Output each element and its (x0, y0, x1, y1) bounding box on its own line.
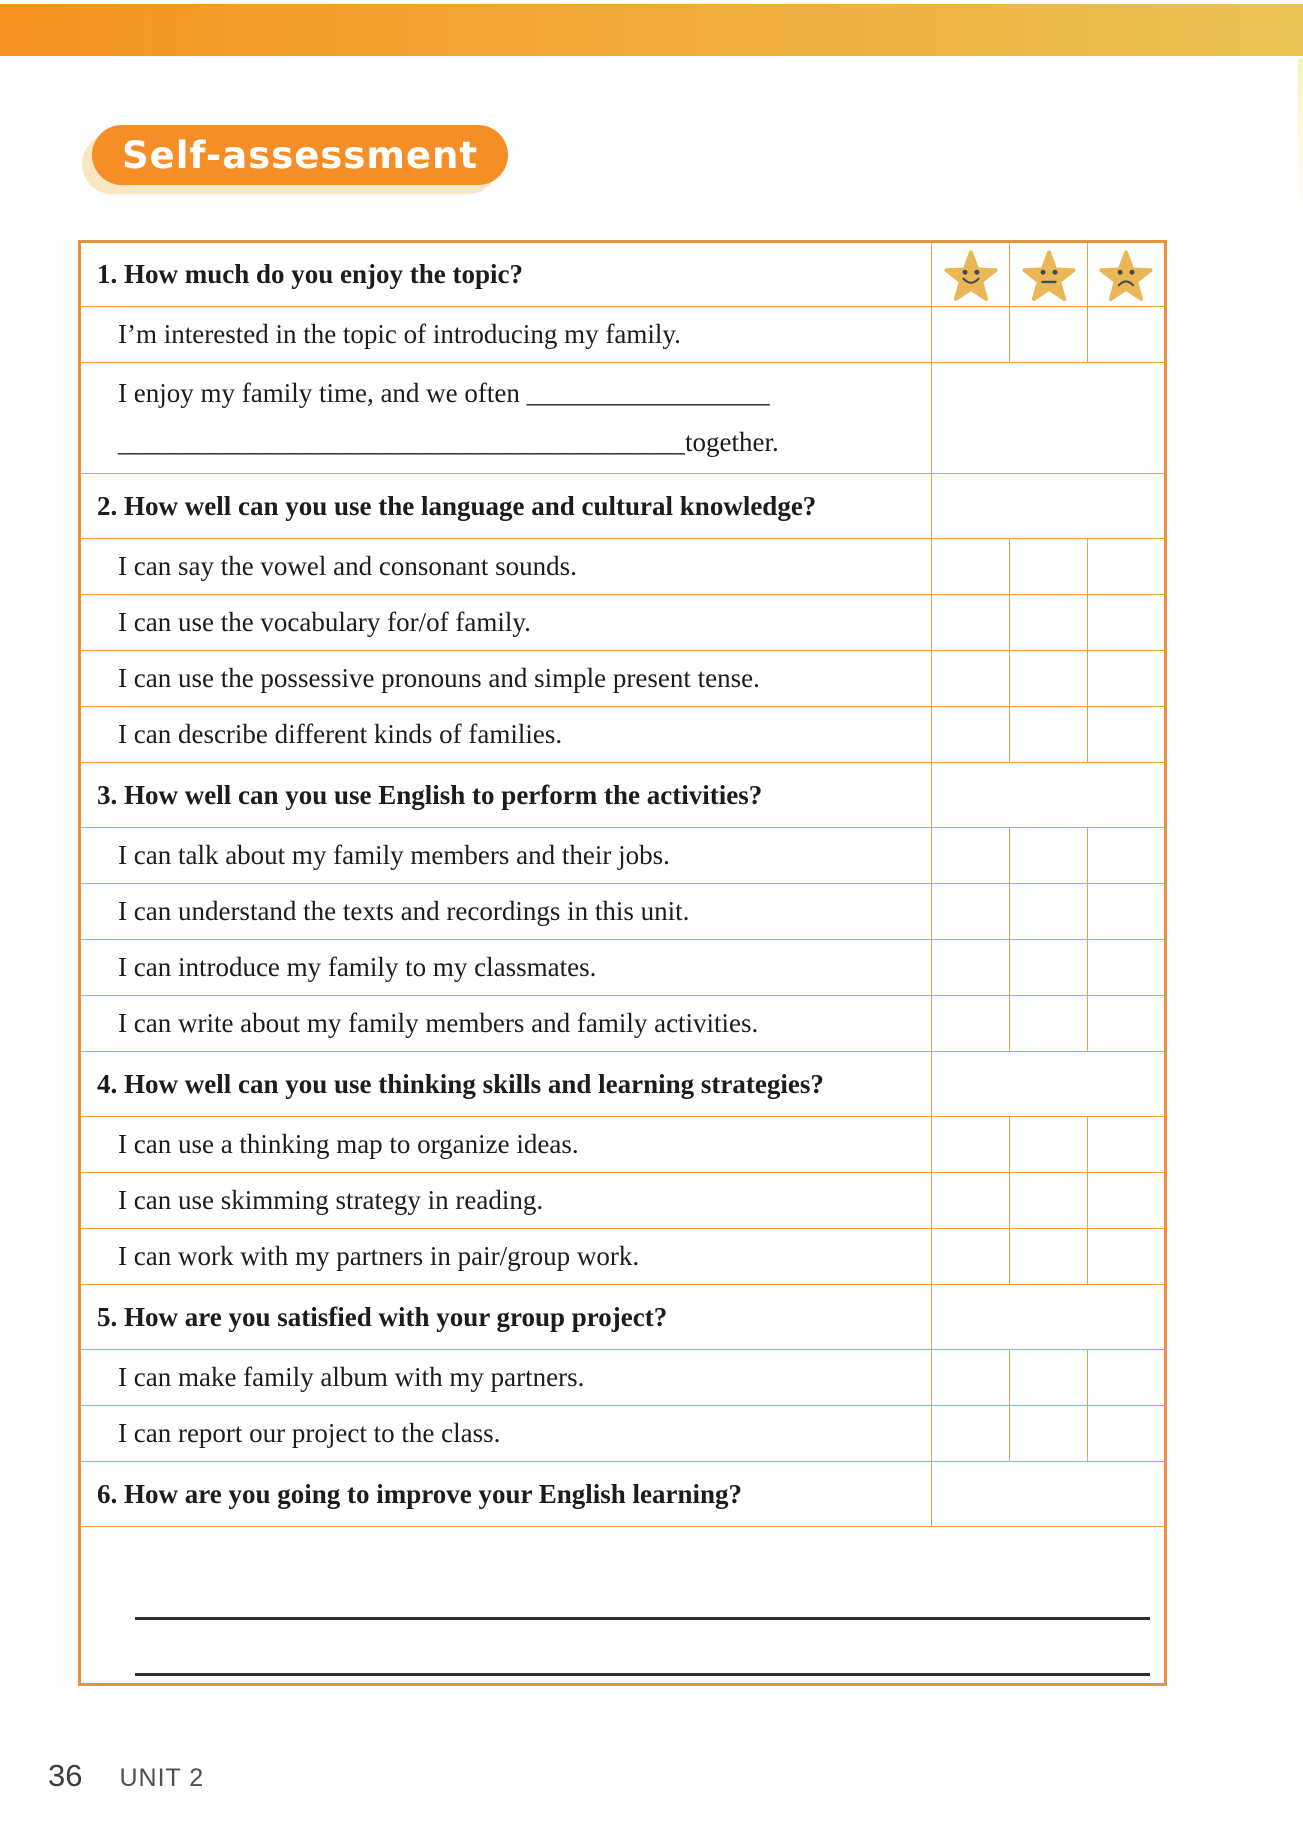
rating-checkbox-cell[interactable] (932, 651, 1010, 707)
section-header: 1. How much do you enjoy the topic? (80, 242, 932, 307)
self-assessment-banner (92, 125, 508, 185)
rating-checkbox-cell[interactable] (932, 1406, 1010, 1462)
assessment-item: I can make family album with my partners. (80, 1350, 932, 1406)
rating-checkbox-cell[interactable] (932, 595, 1010, 651)
table-row (80, 1173, 1166, 1229)
rating-checkbox-cell[interactable] (1010, 828, 1088, 884)
rating-checkbox-cell[interactable] (1088, 996, 1166, 1052)
table-row (80, 1285, 1166, 1350)
rating-checkbox-cell[interactable] (932, 940, 1010, 996)
rating-checkbox-cell[interactable] (932, 1117, 1010, 1173)
rating-checkbox-cell[interactable] (1088, 1229, 1166, 1285)
assessment-item: I can say the vowel and consonant sounds. (80, 539, 932, 595)
rating-checkbox-cell[interactable] (932, 828, 1010, 884)
rating-checkbox-cell[interactable] (1010, 1173, 1088, 1229)
section-header: 3. How well can you use English to perform the activities? (80, 763, 932, 828)
table-row (80, 707, 1166, 763)
rating-scale-cell (1010, 242, 1088, 307)
section-header-spacer-cell (932, 1285, 1166, 1350)
assessment-item: I can use skimming strategy in reading. (80, 1173, 932, 1229)
assessment-item: I can report our project to the class. (80, 1406, 932, 1462)
table-row (80, 940, 1166, 996)
rating-checkbox-cell[interactable] (1088, 1406, 1166, 1462)
sad-star-icon (1098, 249, 1154, 303)
rating-checkbox-cell[interactable] (1010, 940, 1088, 996)
unit-label: UNIT 2 (119, 1764, 205, 1792)
answer-line[interactable] (135, 1617, 1150, 1620)
table-row (80, 474, 1166, 539)
rating-checkbox-cell[interactable] (1010, 651, 1088, 707)
assessment-item: I can work with my partners in pair/group work. (80, 1229, 932, 1285)
assessment-item: I can describe different kinds of families. (80, 707, 932, 763)
table-row (80, 763, 1166, 828)
assessment-table (78, 240, 1167, 1686)
rating-checkbox-cell[interactable] (932, 996, 1010, 1052)
table-row (80, 828, 1166, 884)
section-header-spacer-cell (932, 763, 1166, 828)
table-row (80, 651, 1166, 707)
rating-checkbox-cell[interactable] (932, 539, 1010, 595)
rating-checkbox-cell[interactable] (1088, 307, 1166, 363)
page-footer (48, 1758, 204, 1794)
rating-checkbox-cell[interactable] (1088, 940, 1166, 996)
assessment-item: I’m interested in the topic of introducing my family. (80, 307, 932, 363)
rating-checkbox-cell[interactable] (1088, 828, 1166, 884)
table-row (80, 595, 1166, 651)
table-row (80, 242, 1166, 307)
rating-checkbox-cell[interactable] (1010, 707, 1088, 763)
table-row (80, 884, 1166, 940)
rating-checkbox-cell[interactable] (1010, 1117, 1088, 1173)
rating-merged-cell (932, 363, 1166, 474)
page-number: 36 (48, 1758, 83, 1793)
rating-checkbox-cell[interactable] (1010, 539, 1088, 595)
answer-area (80, 1527, 1166, 1685)
rating-checkbox-cell[interactable] (932, 1173, 1010, 1229)
assessment-item: I can use a thinking map to organize ideas. (80, 1117, 932, 1173)
table-row (80, 1350, 1166, 1406)
assessment-item: I can use the vocabulary for/of family. (80, 595, 932, 651)
rating-checkbox-cell[interactable] (1088, 1117, 1166, 1173)
rating-checkbox-cell[interactable] (1010, 1350, 1088, 1406)
rating-checkbox-cell[interactable] (1010, 996, 1088, 1052)
table-row (80, 1229, 1166, 1285)
assessment-item: I can talk about my family members and their jobs. (80, 828, 932, 884)
table-row (80, 363, 1166, 474)
section-header: 4. How well can you use thinking skills and learning strategies? (80, 1052, 932, 1117)
happy-star-icon (943, 249, 999, 303)
rating-scale-cell (932, 242, 1010, 307)
assessment-item: I can introduce my family to my classmates. (80, 940, 932, 996)
rating-checkbox-cell[interactable] (932, 1229, 1010, 1285)
top-accent-bar (0, 4, 1303, 56)
banner-title: Self-assessment (121, 133, 479, 177)
rating-checkbox-cell[interactable] (932, 707, 1010, 763)
table-row (80, 539, 1166, 595)
rating-checkbox-cell[interactable] (1088, 539, 1166, 595)
rating-checkbox-cell[interactable] (932, 1350, 1010, 1406)
assessment-item: I can write about my family members and family activities. (80, 996, 932, 1052)
rating-scale-cell (1088, 242, 1166, 307)
section-header: 2. How well can you use the language and cultural knowledge? (80, 474, 932, 539)
rating-checkbox-cell[interactable] (932, 884, 1010, 940)
rating-checkbox-cell[interactable] (1088, 884, 1166, 940)
assessment-item: I enjoy my family time, and we often __________________ __________________________________________together. (80, 363, 932, 474)
section-header: 5. How are you satisfied with your group project? (80, 1285, 932, 1350)
rating-checkbox-cell[interactable] (932, 307, 1010, 363)
rating-checkbox-cell[interactable] (1010, 884, 1088, 940)
table-row (80, 307, 1166, 363)
assessment-table-body (80, 242, 1166, 1685)
assessment-item: I can use the possessive pronouns and simple present tense. (80, 651, 932, 707)
page-edge-shading (1298, 58, 1303, 218)
table-row (80, 1052, 1166, 1117)
rating-checkbox-cell[interactable] (1010, 307, 1088, 363)
table-row (80, 996, 1166, 1052)
rating-checkbox-cell[interactable] (1010, 595, 1088, 651)
section-header: 6. How are you going to improve your English learning? (80, 1462, 932, 1527)
answer-line[interactable] (135, 1673, 1150, 1676)
rating-checkbox-cell[interactable] (1088, 1350, 1166, 1406)
rating-checkbox-cell[interactable] (1088, 595, 1166, 651)
table-row (80, 1406, 1166, 1462)
rating-checkbox-cell[interactable] (1010, 1229, 1088, 1285)
neutral-star-icon (1021, 249, 1077, 303)
rating-checkbox-cell[interactable] (1088, 707, 1166, 763)
section-header-spacer-cell (932, 1462, 1166, 1527)
table-row (80, 1117, 1166, 1173)
table-row (80, 1462, 1166, 1527)
assessment-item: I can understand the texts and recordings in this unit. (80, 884, 932, 940)
table-row (80, 1527, 1166, 1685)
rating-checkbox-cell[interactable] (1088, 1173, 1166, 1229)
rating-checkbox-cell[interactable] (1088, 651, 1166, 707)
rating-checkbox-cell[interactable] (1010, 1406, 1088, 1462)
section-header-spacer-cell (932, 474, 1166, 539)
section-header-spacer-cell (932, 1052, 1166, 1117)
